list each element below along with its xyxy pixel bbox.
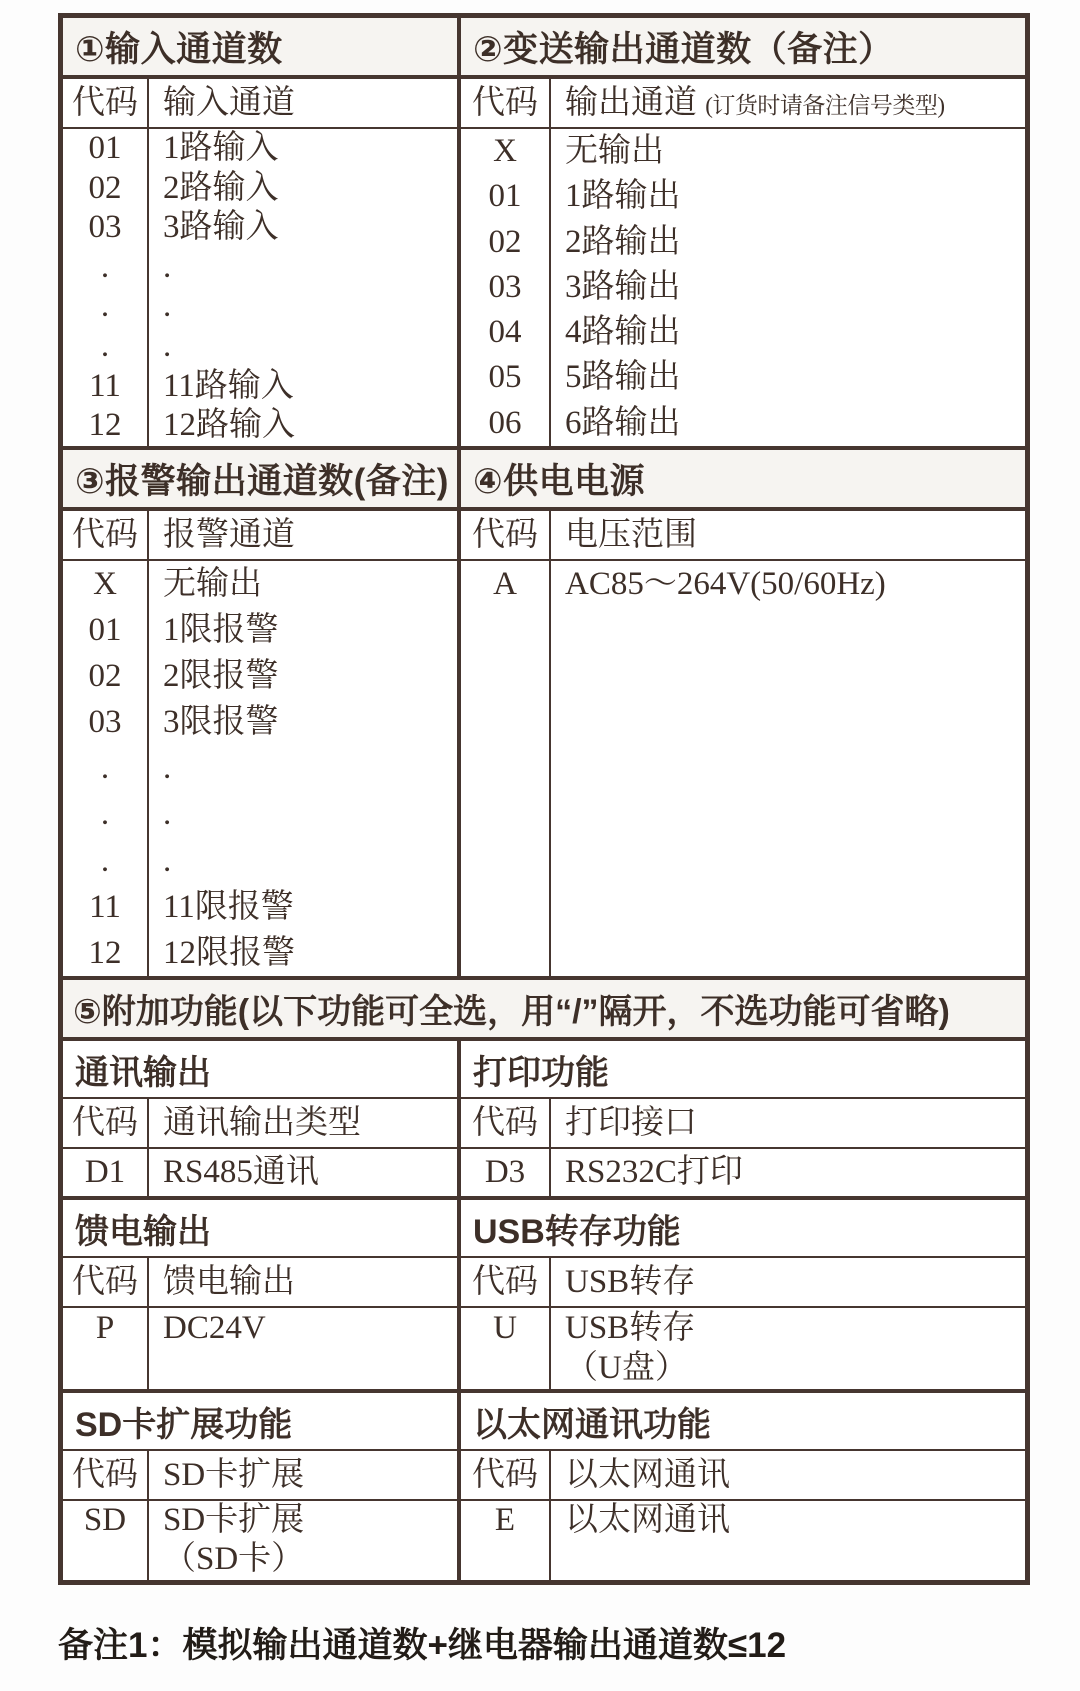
footnote: 备注1：模拟输出通道数+继电器输出通道数≤12 <box>58 1626 787 1665</box>
code-header: 代码 <box>72 85 138 121</box>
desc-header: 输出通道 (订货时请备注信号类型) <box>565 85 945 121</box>
desc-header: 打印接口 <box>565 1105 697 1141</box>
section5-title: ⑤附加功能(以下功能可全选，用“/”隔开，不选功能可省略) <box>73 993 950 1031</box>
sub-titles-row <box>63 1041 1025 1099</box>
code-cell: U <box>461 1308 551 1389</box>
desc-header: 通讯输出类型 <box>163 1105 361 1141</box>
code-cell: D1 <box>63 1149 149 1196</box>
desc-column: 无输出 1限报警 2限报警 3限报警 . . . 11限报警 12限报警 <box>149 561 457 976</box>
code-cell: SD <box>63 1501 149 1580</box>
code-column: X 01 02 03 04 05 06 <box>461 129 551 446</box>
dots-cell: . <box>163 288 172 325</box>
desc-cell: RS232C打印 <box>565 1154 743 1190</box>
data-row <box>63 1501 1025 1580</box>
dots-cell: . <box>100 288 110 325</box>
code-header: 代码 <box>472 1457 538 1493</box>
dots-cell: . <box>100 327 110 364</box>
col-header-row-3-4 <box>63 511 1025 561</box>
desc-header: 以太网通讯 <box>565 1457 730 1493</box>
code-header: 代码 <box>472 1264 538 1300</box>
section3-title: ③报警输出通道数(备注) <box>75 461 449 501</box>
desc-cell: RS485通讯 <box>163 1154 319 1190</box>
desc-cell: SD卡扩展 （SD卡） <box>163 1502 305 1577</box>
code-column: A <box>461 561 551 976</box>
col-header-row <box>63 1451 1025 1501</box>
col-header-row <box>63 1258 1025 1308</box>
body-3-4 <box>63 561 1025 980</box>
dots-cell: . <box>163 248 172 285</box>
model-selection-table <box>58 13 1030 1585</box>
sub-title: 打印功能 <box>473 1053 609 1092</box>
dots-cell: . <box>100 842 110 879</box>
code-header: 代码 <box>72 1457 138 1493</box>
desc-cell: DC24V <box>163 1310 266 1346</box>
desc-column: 1路输入 2路输入 3路输入 . . . 11路输入 12路输入 <box>149 129 457 446</box>
sub-title: 以太网通讯功能 <box>473 1405 711 1444</box>
code-column: X 01 02 03 . . . 11 12 <box>63 561 149 976</box>
dots-cell: . <box>163 327 172 364</box>
sub-titles-row <box>63 1393 1025 1451</box>
dots-cell: . <box>100 248 110 285</box>
code-header: 代码 <box>72 1105 138 1141</box>
sub-title: SD卡扩展功能 <box>75 1405 293 1444</box>
body-1-2 <box>63 129 1025 450</box>
data-row <box>63 1308 1025 1393</box>
sub-title: 馈电输出 <box>75 1212 211 1251</box>
col-header-row <box>63 1099 1025 1149</box>
code-header: 代码 <box>72 517 138 553</box>
desc-cell: 以太网通讯 <box>565 1502 730 1538</box>
sub-titles-row <box>63 1200 1025 1258</box>
sub-title: 通讯输出 <box>75 1053 211 1092</box>
code-cell: D3 <box>461 1149 551 1196</box>
col-header-row-1-2 <box>63 79 1025 129</box>
dots-cell: . <box>163 796 172 833</box>
dots-cell: . <box>100 796 110 833</box>
section-band-3-4 <box>63 450 1025 511</box>
code-header: 代码 <box>472 517 538 553</box>
code-column: 01 02 03 . . . 11 12 <box>63 129 149 446</box>
code-header: 代码 <box>472 1105 538 1141</box>
data-row <box>63 1149 1025 1200</box>
section1-title: ①输入通道数 <box>75 29 283 69</box>
desc-header: 输入通道 <box>163 85 295 121</box>
desc-column: AC85～264V(50/60Hz) <box>565 566 886 602</box>
code-cell: E <box>461 1501 551 1580</box>
desc-cell: USB转存 （U盘） <box>565 1310 696 1386</box>
desc-header-note: (订货时请备注信号类型) <box>705 93 945 118</box>
section-band-1-2 <box>63 18 1025 79</box>
desc-header: 报警通道 <box>163 517 295 553</box>
desc-header: USB转存 <box>565 1264 696 1300</box>
code-header: 代码 <box>472 85 538 121</box>
code-header: 代码 <box>72 1264 138 1300</box>
section2-title: ②变送输出通道数（备注） <box>473 29 894 69</box>
desc-column: 无输出 1路输出 2路输出 3路输出 4路输出 5路输出 6路输出 <box>565 133 681 441</box>
dots-cell: . <box>163 842 172 879</box>
desc-header: 馈电输出 <box>163 1264 295 1300</box>
dots-cell: . <box>100 750 110 787</box>
section-band-5 <box>63 980 1025 1041</box>
desc-header: SD卡扩展 <box>163 1457 305 1493</box>
code-cell: P <box>63 1308 149 1389</box>
section4-title: ④供电电源 <box>473 461 646 501</box>
desc-header: 电压范围 <box>565 517 697 553</box>
sub-title: USB转存功能 <box>473 1212 681 1251</box>
dots-cell: . <box>163 750 172 787</box>
